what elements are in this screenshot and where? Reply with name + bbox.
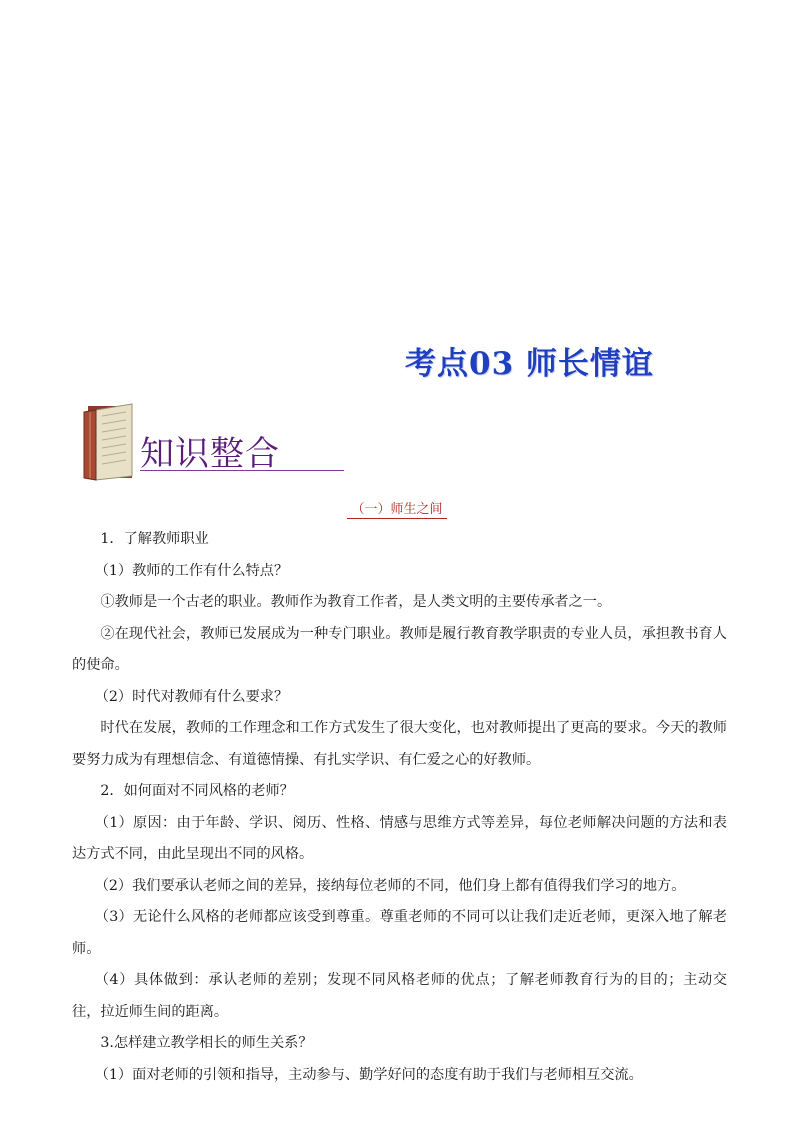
paragraph: （2）时代对教师有什么要求？ (94, 688, 289, 705)
paragraph: （3）无论什么风格的老师都应该受到尊重。尊重老师的不同可以让我们走近老师，更深入地了解老师。 (72, 909, 727, 957)
paragraph: 3.怎样建立教学相长的师生关系？ (100, 1035, 313, 1051)
book-icon (82, 402, 142, 482)
section-heading-text: （一）师生之间 (347, 502, 446, 519)
paragraph: （2）我们要承认老师之间的差异，接纳每位老师的不同，他们身上都有值得我们学习的地方。 (94, 877, 686, 894)
paragraph: （1）面对老师的引领和指导，主动参与、勤学好问的态度有助于我们与老师相互交流。 (94, 1066, 643, 1083)
paragraph: ②在现代社会，教师已发展成为一种专门职业。教师是履行教育教学职责的专业人员，承担教书育人的使命。 (72, 625, 727, 673)
banner-label: 知识整合 (140, 434, 280, 474)
page-title: 考点03 师长情谊 (405, 346, 654, 382)
knowledge-banner (82, 402, 280, 482)
paragraph: （1）原因：由于年龄、学识、阅历、性格、情感与思维方式等差异，每位老师解决问题的方法和表达方式不同，由此呈现出不同的风格。 (72, 814, 727, 862)
paragraph: 2．如何面对不同风格的老师？ (100, 783, 294, 799)
paragraph: 1．了解教师职业 (100, 531, 209, 547)
paragraph: （1）教师的工作有什么特点？ (94, 562, 289, 579)
paragraph: （4）具体做到：承认老师的差别；发现不同风格老师的优点；了解老师教育行为的目的；主动交往，拉近师生间的距离。 (72, 972, 727, 1020)
content-body (72, 524, 727, 1091)
paragraph: ①教师是一个古老的职业。教师作为教育工作者，是人类文明的主要传承者之一。 (100, 594, 612, 610)
paragraph: 时代在发展，教师的工作理念和工作方式发生了很大变化，也对教师提出了更高的要求。今天的教师要努力成为有理想信念、有道德情操、有扎实学识、有仁爱之心的好教师。 (72, 720, 727, 768)
banner-underline (140, 470, 344, 471)
section-heading (0, 498, 794, 517)
